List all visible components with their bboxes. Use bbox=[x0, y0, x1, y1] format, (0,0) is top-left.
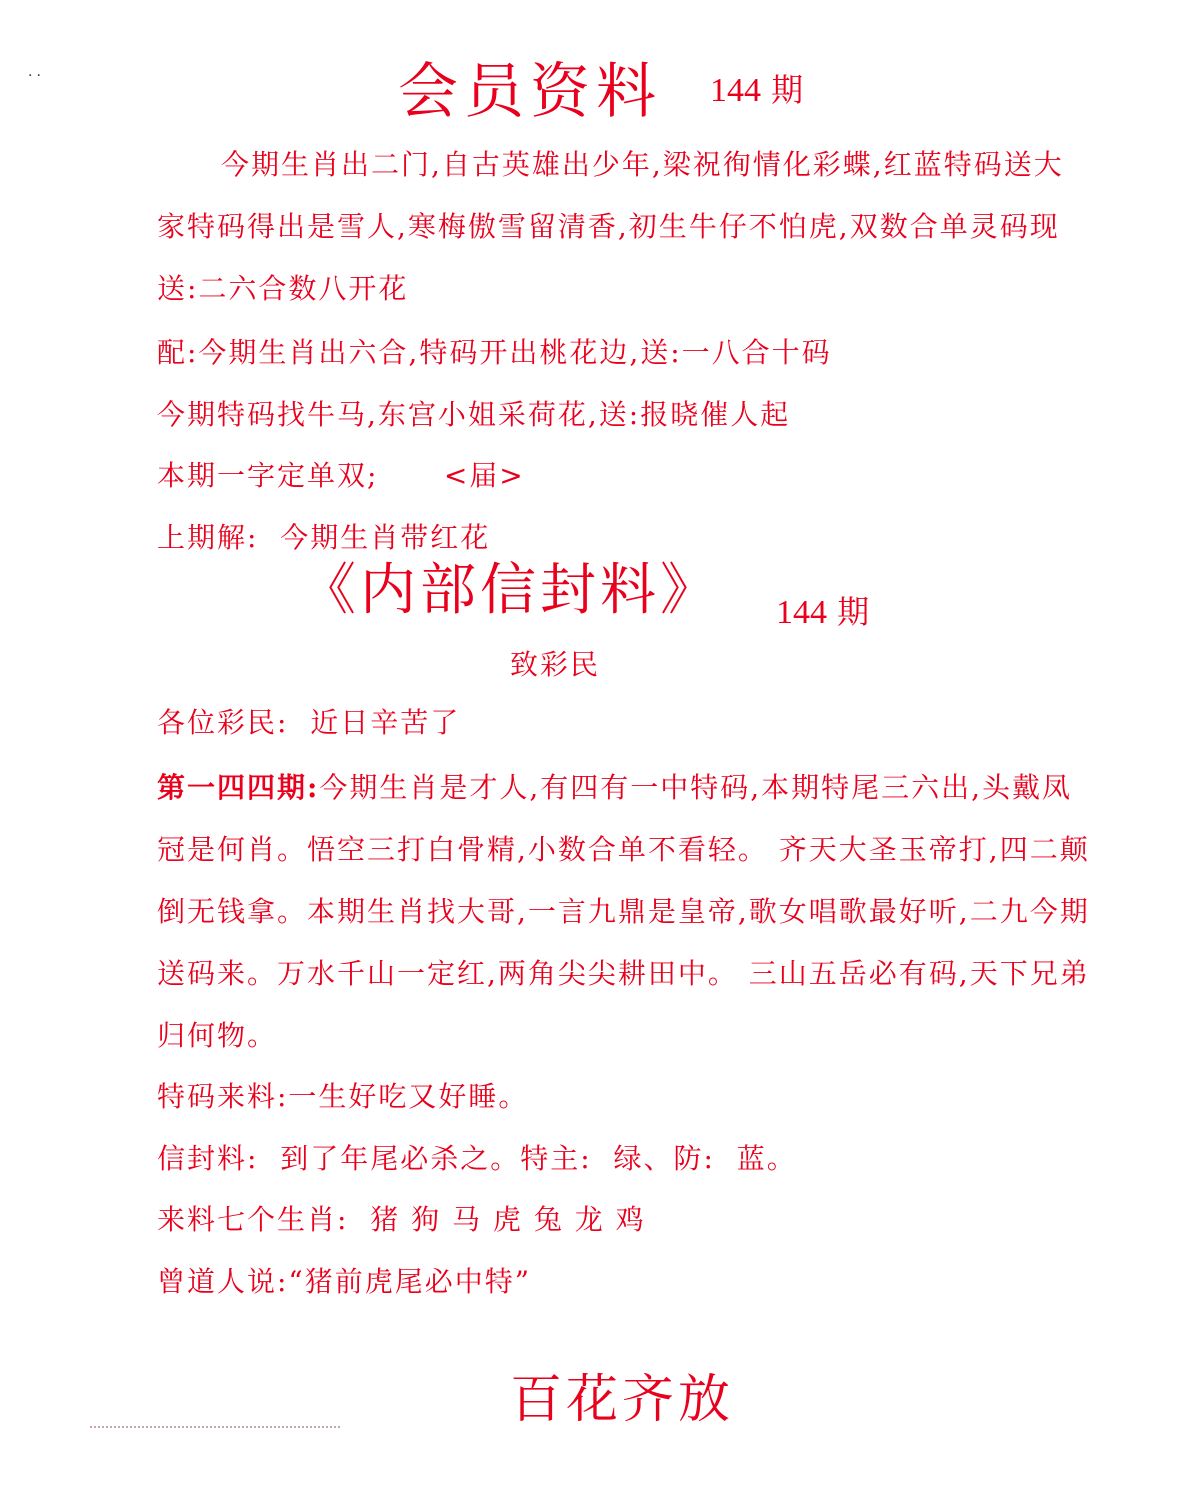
issue-label-1 bbox=[710, 70, 803, 111]
member-info-line-4: 上期解: 今期生肖带红花 bbox=[157, 521, 491, 554]
envelope-line-3: 来料七个生肖: 猪 狗 马 虎 兔 龙 鸡 bbox=[157, 1203, 646, 1236]
greeting-line: 各位彩民: 近日辛苦了 bbox=[157, 706, 461, 739]
envelope-title: 《内部信封料》 bbox=[300, 558, 720, 623]
issue-label-2 bbox=[776, 592, 869, 633]
greeting-title: 致彩民 bbox=[510, 648, 601, 681]
member-info-paragraph: 今期生肖出二门,自古英雄出少年,梁祝徇情化彩蝶,红蓝特码送大家特码得出是雪人,寒梅傲雪留清香,初生牛仔不怕虎,双数合单灵码现送:二六合数八开花 bbox=[157, 148, 1064, 305]
flowers-title: 百花齐放 bbox=[510, 1370, 735, 1430]
cropped-text-fragment bbox=[90, 1426, 340, 1438]
member-info-title: 会员资料 bbox=[398, 57, 662, 127]
issue-number-1: 144 bbox=[710, 72, 761, 109]
envelope-paragraph-text: 今期生肖是才人,有四有一中特码,本期特尾三六出,头戴凤冠是何肖。悟空三打白骨精,小数合单不看轻。 齐天大圣玉帝打,四二颠倒无钱拿。本期生肖找大哥,一言九鼎是皇帝,歌女唱歌最好听,二九今期送码来。万水千山一定红,两角尖尖耕田中。 三山五岳必有码,天下兄弟归何物。 bbox=[157, 771, 1090, 1052]
envelope-line-2: 信封料: 到了年尾必杀之。特主: 绿、防: 蓝。 bbox=[157, 1142, 797, 1175]
envelope-paragraph bbox=[157, 757, 1092, 1067]
member-info-line-3: 本期一字定单双; <届> bbox=[157, 459, 525, 492]
corner-marks: .. bbox=[28, 64, 45, 80]
envelope-line-1: 特码来料:一生好吃又好睡。 bbox=[157, 1080, 529, 1113]
issue-unit-2: 期 bbox=[837, 593, 870, 631]
issue-unit-1: 期 bbox=[771, 71, 804, 109]
member-info-line-1: 配:今期生肖出六合,特码开出桃花边,送:一八合十码 bbox=[157, 336, 832, 369]
member-info-line-2: 今期特码找牛马,东宫小姐采荷花,送:报晓催人起 bbox=[157, 398, 791, 431]
issue-lead: 第一四四期: bbox=[157, 771, 320, 804]
envelope-line-4: 曾道人说:“猪前虎尾必中特” bbox=[157, 1265, 532, 1298]
issue-number-2: 144 bbox=[776, 594, 827, 631]
